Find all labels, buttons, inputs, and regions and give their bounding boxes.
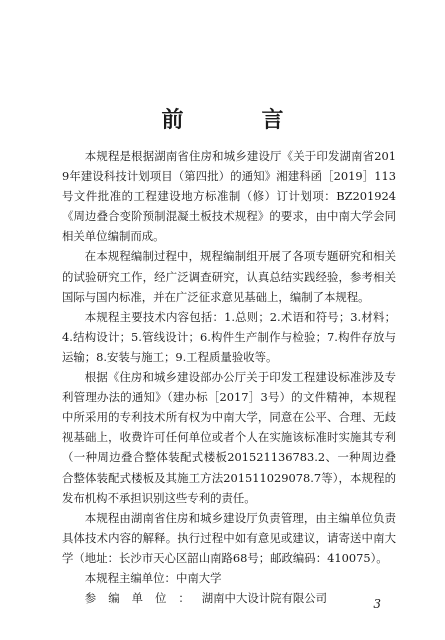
credit-label: 参编单位： [84,591,202,606]
paragraph-contents: 本规程主要技术内容包括：1.总则；2.术语和符号；3.材料；4.结构设计；5.管线设计；6.构件生产制作与检验；7.构件存放与运输；8.安装与施工；9.工程质量验收等。 [62,309,396,364]
credit-label: 本规程主编单位： [84,570,176,585]
paragraph-management: 本规程由湖南省住房和城乡建设厅负责管理，由主编单位负责具体技术内容的解释。执行过程中如有意见或建议，请寄送中南大学（地址：长沙市天心区韶山南路68号；邮政编码：410075）。 [62,510,396,565]
credit-chief-editor [62,568,396,588]
preface-body [62,146,396,608]
paragraph-process: 在本规程编制过程中，规程编制组开展了各项专题研究和相关的试验研究工作，经广泛调查研究，认真总结实践经验，参考相关国际与国内标准，并在广泛征求意见基础上，编制了本规程。 [62,249,396,304]
paragraph-basis: 本规程是根据湖南省住房和城乡建设厅《关于印发湖南省2019年建设科技计划项目（第四批）的通知》湘建科函［2019］113号文件批准的工程建设地方标准制（修）订计划项：BZ201924《周边叠合变阶预制混凝土板技术规程》的要求，由中南大学会同相关单位编制而成。 [62,149,396,244]
paragraph-patents: 根据《住房和城乡建设部办公厅关于印发工程建设标准涉及专利管理办法的通知》（建办标［2017］3号）的文件精神，本规程中所采用的专利技术所有权为中南大学，同意在公平、合理、无歧视基础上，收费许可任何单位或者个人在实施该标准时实施其专利（一种周边叠合整体装配式楼板201521136783.2、一种周边叠合整体装配式楼板及其施工方法201511029078.7等），本规程的发布机构不承担识别这些专利的责任。 [62,370,396,505]
credit-value: 中南大学 [175,570,222,585]
credit-participating [62,588,396,608]
credit-value: 湖南中大设计院有限公司 [201,591,328,606]
page-number: 3 [373,597,381,611]
page-title: 前 言 [161,108,312,133]
